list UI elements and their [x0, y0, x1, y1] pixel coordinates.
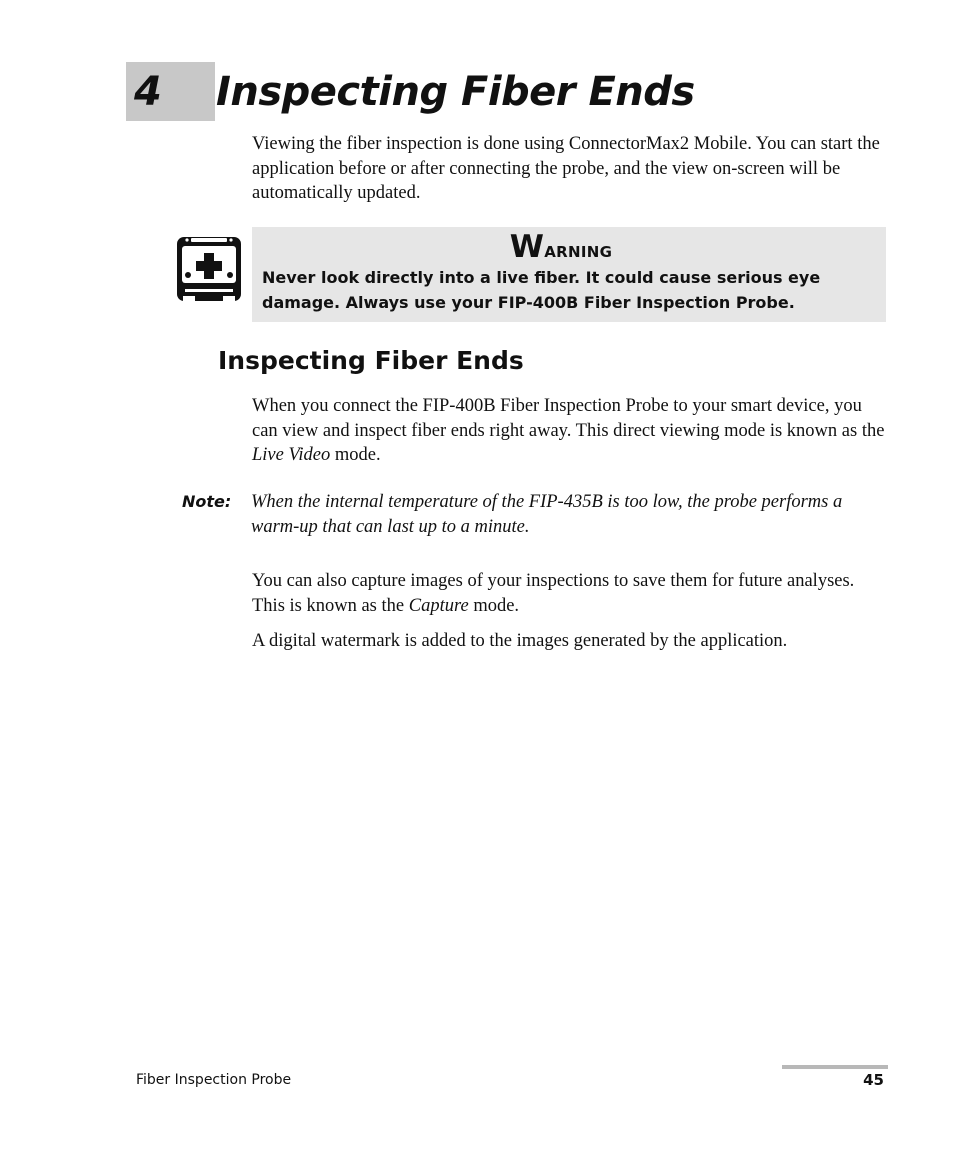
capture-term: Capture [408, 595, 469, 616]
page-number: 45 [863, 1071, 884, 1089]
chapter-title: Inspecting Fiber Ends [216, 69, 695, 115]
chapter-number: 4 [134, 69, 162, 115]
footer-rule [782, 1065, 888, 1069]
live-video-paragraph: When you connect the FIP-400B Fiber Inspection Probe to your smart device, you can view and inspect fiber ends right away. This direct viewing mode is known as the Live Video mode. [252, 396, 885, 465]
warning-title: Warning [509, 229, 613, 265]
section-heading: Inspecting Fiber Ends [218, 346, 524, 375]
note-text: When the internal temperature of the FIP-435B is too low, the probe performs a warm-up that can last up to a minute. [251, 492, 843, 537]
watermark-paragraph: A digital watermark is added to the images generated by the application. [252, 631, 788, 651]
ambulance-warning-icon [175, 233, 243, 302]
intro-paragraph: Viewing the fiber inspection is done using ConnectorMax2 Mobile. You can start the application before or after connecting the probe, and the view on-screen will be automatically updated. [252, 134, 880, 203]
footer-title: Fiber Inspection Probe [136, 1072, 292, 1088]
live-video-term: Live Video [252, 445, 331, 465]
warning-text: Never look directly into a live fiber. It could cause serious eye damage. Always use your FIP-400B Fiber Inspection Probe. [262, 268, 821, 312]
capture-paragraph: You can also capture images of your inspections to save them for future analyses. This is known as the Capture mode. [252, 571, 855, 616]
note-label: Note: [182, 492, 232, 511]
